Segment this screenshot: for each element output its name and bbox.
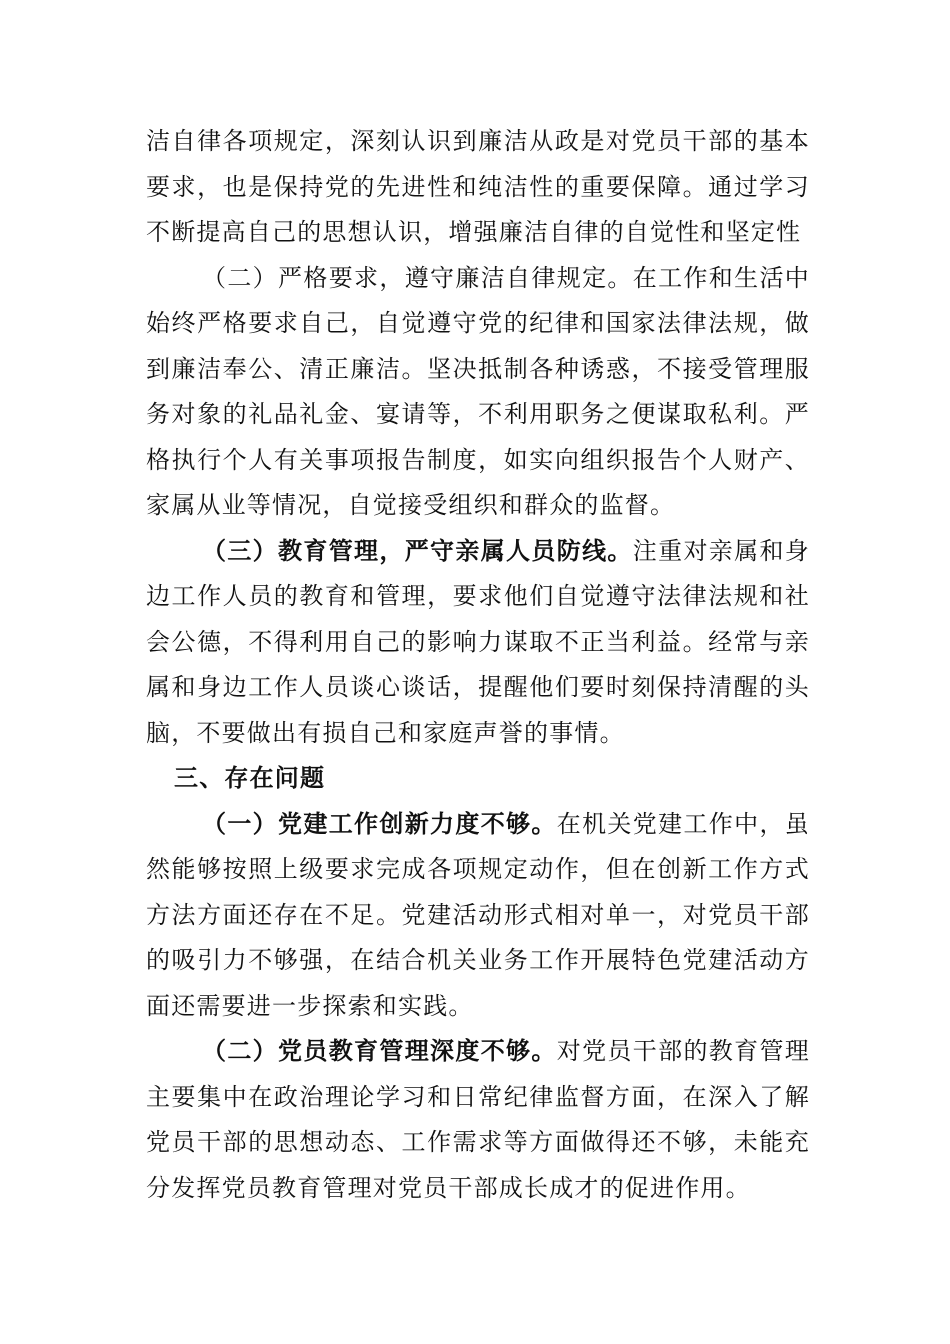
paragraph-family-education xyxy=(146,529,810,757)
paragraph-innovation xyxy=(146,802,810,1030)
paragraph-lead: （二）党员教育管理深度不够。 xyxy=(202,1037,557,1065)
paragraph-text: 对党员干部的教育管理主要集中在政治理论学习和日常纪律监督方面，在深入了解党员干部的思想动态、工作需求等方面做得还不够，未能充分发挥党员教育管理对党员干部成长成才的促进作用。 xyxy=(146,1037,810,1202)
document-body xyxy=(146,119,810,1211)
paragraph-text: 在机关党建工作中，虽然能够按照上级要求完成各项规定动作，但在创新工作方式方法方面还存在不足。党建活动形式相对单一，对党员干部的吸引力不够强，在结合机关业务工作开展特色党建活动方面还需要进一步探索和实践。 xyxy=(146,809,810,1020)
paragraph-member-education xyxy=(146,1029,810,1211)
paragraph-text: 注重对亲属和身边工作人员的教育和管理，要求他们自觉遵守法律法规和社会公德，不得利用自己的影响力谋取不正当利益。经常与亲属和身边工作人员谈心谈话，提醒他们要时刻保持清醒的头脑，不要做出有损自己和家庭声誉的事情。 xyxy=(146,536,810,747)
section-heading-problems: 三、存在问题 xyxy=(174,764,326,792)
paragraph-strict-requirements: （二）严格要求，遵守廉洁自律规定。在工作和生活中始终严格要求自己，自觉遵守党的纪律和国家法律法规，做到廉洁奉公、清正廉洁。坚决抵制各种诱惑，不接受管理服务对象的礼品礼金、宴请等，不利用职务之便谋取私利。严格执行个人有关事项报告制度，如实向组织报告个人财产、家属从业等情况，自觉接受组织和群众的监督。 xyxy=(146,263,810,519)
paragraph-continued: 洁自律各项规定，深刻认识到廉洁从政是对党员干部的基本要求，也是保持党的先进性和纯洁性的重要保障。通过学习不断提高自己的思想认识，增强廉洁自律的自觉性和坚定性 xyxy=(146,127,810,246)
paragraph-lead: （三）教育管理，严守亲属人员防线。 xyxy=(202,536,633,565)
paragraph-lead: （一）党建工作创新力度不够。 xyxy=(202,809,557,838)
